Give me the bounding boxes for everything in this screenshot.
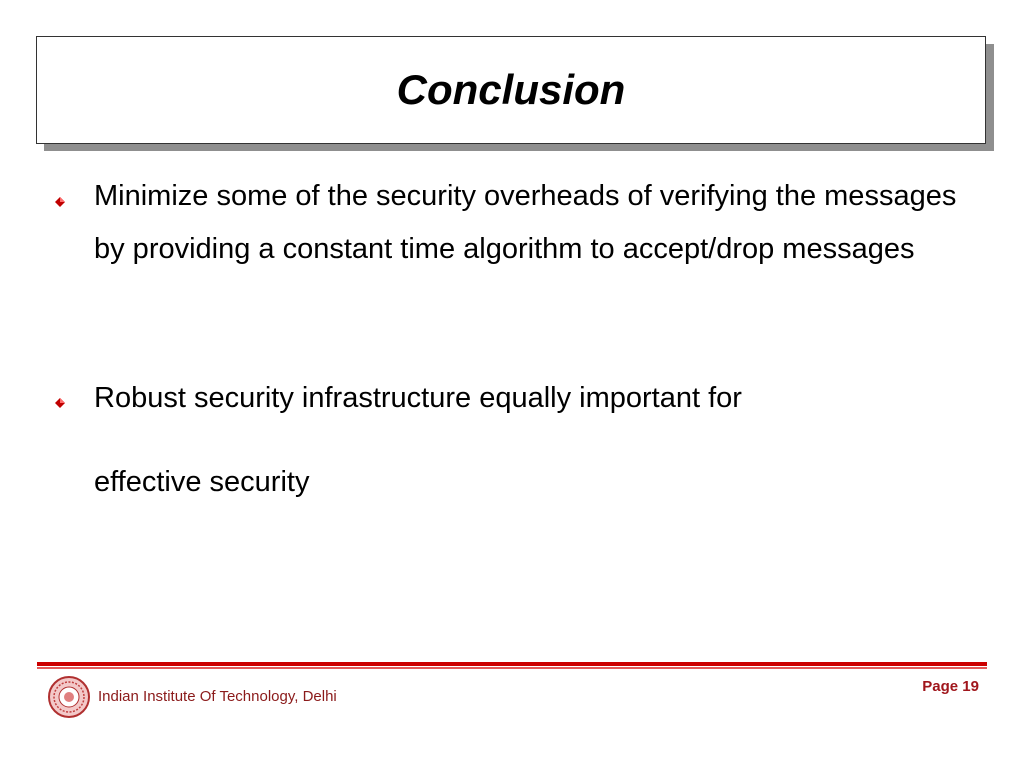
bullet-text-line: Robust security infrastructure equally important for [94, 382, 742, 414]
diamond-bullet-icon [55, 197, 65, 207]
footer-divider-secondary [37, 667, 987, 669]
diamond-bullet-icon [55, 398, 65, 408]
title-box [36, 36, 986, 144]
bullet-text-line: effective security [94, 466, 310, 498]
bullet-text: Minimize some of the security overheads of verifying the messages by providing a constant time algorithm to accept/drop messages [94, 180, 957, 265]
bullet-text [94, 376, 994, 504]
slide-title: Conclusion [396, 66, 626, 113]
iit-delhi-emblem-icon [47, 675, 91, 719]
institute-name: Indian Institute Of Technology, Delhi [98, 688, 337, 705]
page-number: Page 19 [922, 678, 979, 695]
footer-divider [37, 662, 987, 666]
